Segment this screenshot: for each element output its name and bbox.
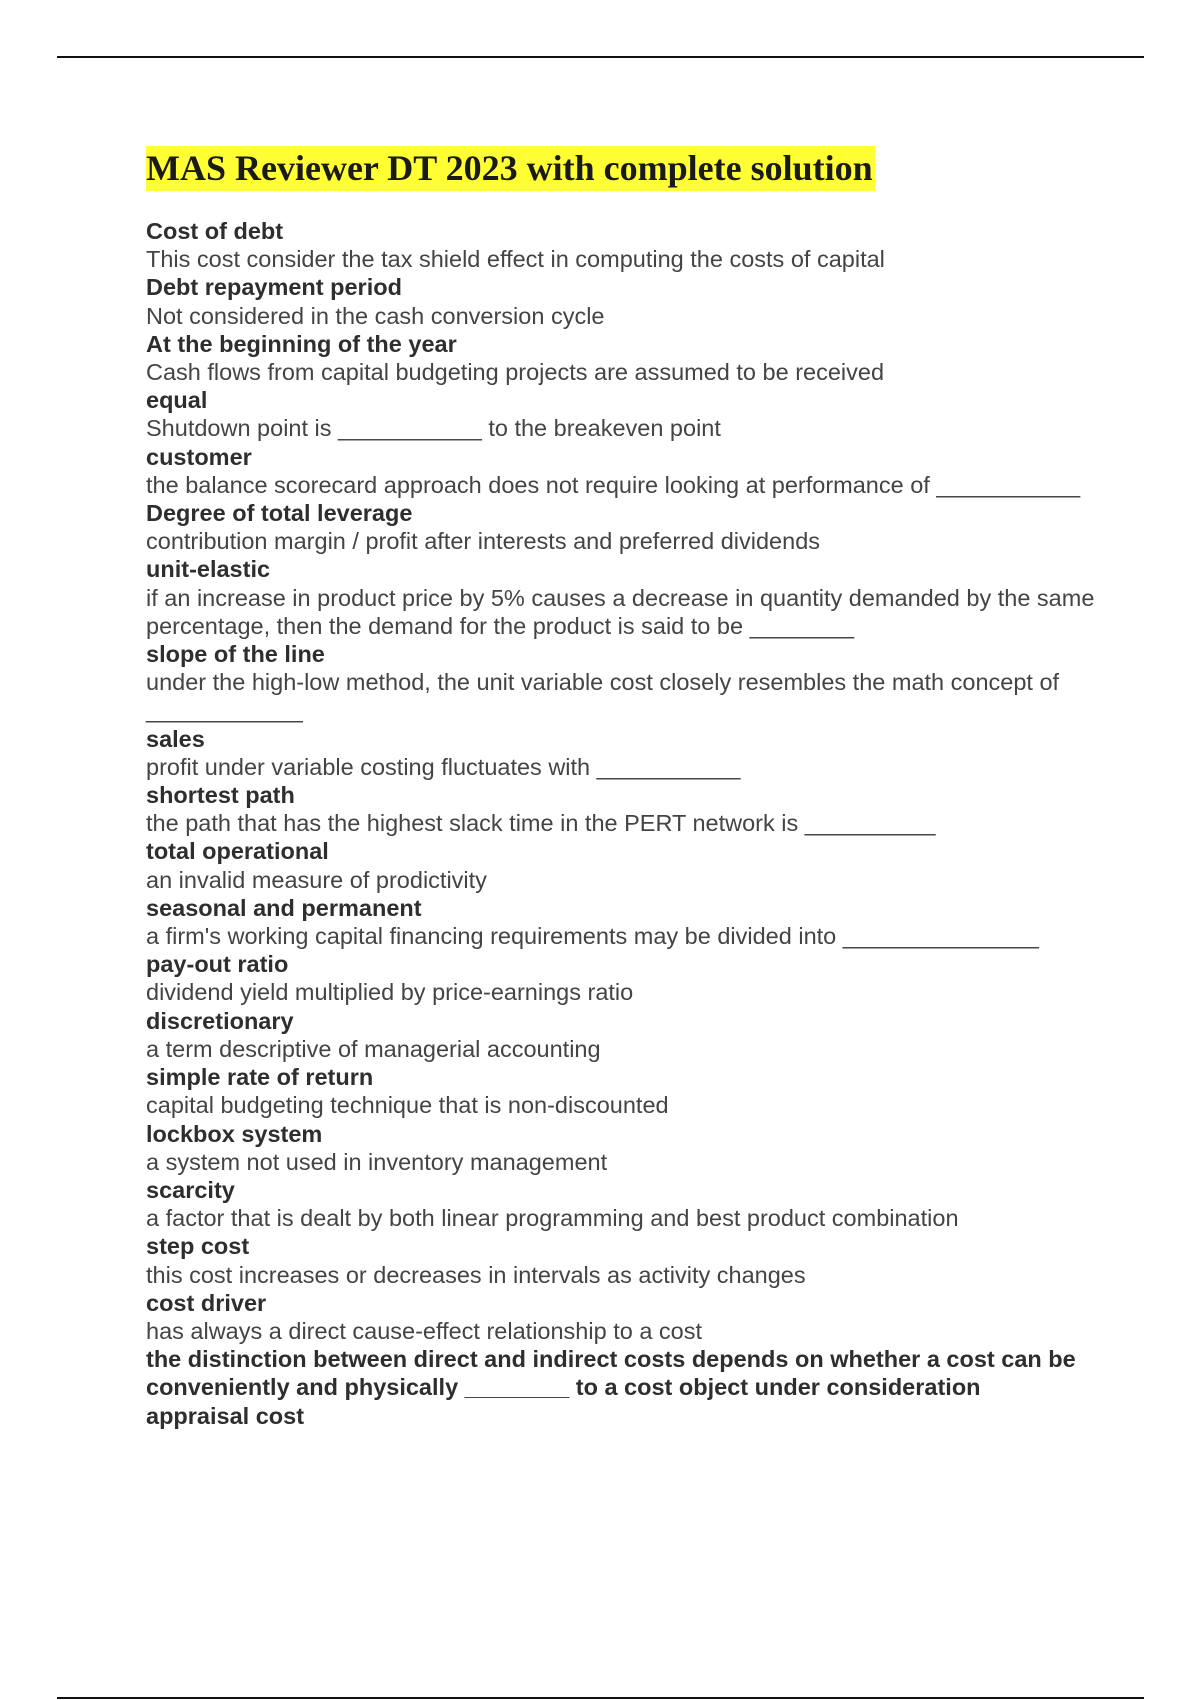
- list-item: [146, 640, 1096, 725]
- entry-definition: a system not used in inventory management: [146, 1148, 608, 1175]
- footer-rule: [57, 1697, 1144, 1699]
- list-item: [146, 1063, 1096, 1119]
- entry-definition: dividend yield multiplied by price-earnings ratio: [146, 979, 634, 1006]
- entry-list: [146, 217, 1096, 1430]
- document-body: [146, 146, 1096, 1430]
- list-item: [146, 1007, 1096, 1063]
- entry-definition: capital budgeting technique that is non-discounted: [146, 1092, 669, 1119]
- entry-term: pay-out ratio: [146, 951, 289, 978]
- entry-definition: has always a direct cause-effect relationship to a cost: [146, 1317, 703, 1344]
- entry-definition: contribution margin / profit after interests and preferred dividends: [146, 528, 821, 555]
- entry-definition: an invalid measure of prodictivity: [146, 866, 487, 893]
- list-item: [146, 386, 1096, 442]
- entry-definition: if an increase in product price by 5% causes a decrease in quantity demanded by the same percentage, then the demand for the product is said to be ________: [146, 584, 1095, 639]
- entry-definition: a firm's working capital financing requirements may be divided into _______________: [146, 923, 1039, 950]
- entry-term: seasonal and permanent: [146, 894, 422, 921]
- list-item: [146, 1345, 1096, 1401]
- list-item: [146, 555, 1096, 640]
- entry-term: discretionary: [146, 1007, 294, 1034]
- entry-term: slope of the line: [146, 641, 325, 668]
- entry-term: cost driver: [146, 1289, 267, 1316]
- list-item: [146, 1402, 1096, 1430]
- list-item: [146, 1120, 1096, 1176]
- list-item: [146, 217, 1096, 273]
- entry-definition: Not considered in the cash conversion cycle: [146, 302, 605, 329]
- list-item: [146, 837, 1096, 893]
- entry-term: customer: [146, 443, 252, 470]
- list-item: [146, 725, 1096, 781]
- entry-term: Degree of total leverage: [146, 500, 413, 527]
- entry-term: unit-elastic: [146, 556, 271, 583]
- entry-term: the distinction between direct and indirect costs depends on whether a cost can be conveniently and physically ________ to a cost object under consideration: [146, 1346, 1076, 1401]
- entry-term: simple rate of return: [146, 1064, 374, 1091]
- entry-definition: profit under variable costing fluctuates with ___________: [146, 753, 741, 780]
- entry-term: total operational: [146, 838, 329, 865]
- list-item: [146, 950, 1096, 1006]
- entry-term: shortest path: [146, 782, 295, 809]
- entry-definition: This cost consider the tax shield effect in computing the costs of capital: [146, 246, 885, 273]
- list-item: [146, 1176, 1096, 1232]
- entry-term: lockbox system: [146, 1120, 323, 1147]
- entry-definition: the path that has the highest slack time in the PERT network is __________: [146, 810, 936, 837]
- entry-term: sales: [146, 725, 205, 752]
- entry-term: step cost: [146, 1233, 250, 1260]
- entry-definition: this cost increases or decreases in intervals as activity changes: [146, 1261, 806, 1288]
- entry-definition: Cash flows from capital budgeting projects are assumed to be received: [146, 359, 885, 386]
- list-item: [146, 781, 1096, 837]
- list-item: [146, 499, 1096, 555]
- list-item: [146, 1289, 1096, 1345]
- entry-definition: under the high-low method, the unit variable cost closely resembles the math concept of ____________: [146, 669, 1060, 724]
- entry-term: Cost of debt: [146, 218, 284, 244]
- entry-term: At the beginning of the year: [146, 330, 457, 357]
- entry-term: Debt repayment period: [146, 274, 402, 301]
- list-item: [146, 1232, 1096, 1288]
- list-item: [146, 330, 1096, 386]
- entry-term: scarcity: [146, 1176, 235, 1203]
- list-item: [146, 894, 1096, 950]
- entry-term: appraisal cost: [146, 1402, 305, 1429]
- list-item: [146, 273, 1096, 329]
- entry-definition: a factor that is dealt by both linear programming and best product combination: [146, 1205, 959, 1232]
- list-item: [146, 443, 1096, 499]
- document-title: MAS Reviewer DT 2023 with complete solution: [146, 146, 875, 191]
- entry-definition: a term descriptive of managerial accounting: [146, 1035, 601, 1062]
- entry-term: equal: [146, 387, 208, 414]
- entry-definition: Shutdown point is ___________ to the breakeven point: [146, 415, 721, 442]
- entry-definition: the balance scorecard approach does not require looking at performance of ___________: [146, 471, 1081, 498]
- header-rule: [57, 56, 1144, 58]
